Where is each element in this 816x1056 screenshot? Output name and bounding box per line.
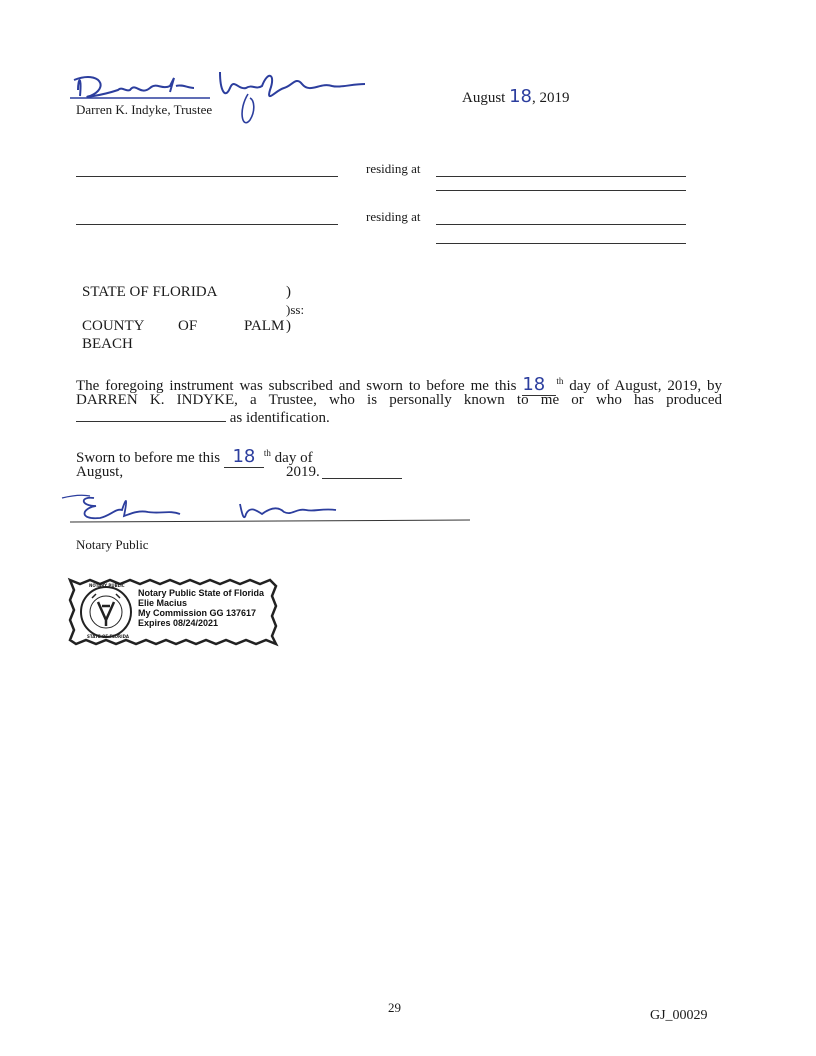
trustee-signature — [70, 60, 370, 135]
sworn-day-handwritten: 18 — [232, 446, 256, 467]
address-line-2a — [436, 224, 686, 225]
sworn-line-1: Sworn to before me this 18 $^{th}$ day of — [76, 446, 313, 467]
signer-name: Darren K. Indyke, Trustee — [76, 102, 213, 117]
seal-line-4: Expires 08/24/2021 — [138, 618, 219, 628]
venue-paren-1: ) — [286, 284, 291, 300]
address-line-2b — [436, 243, 686, 244]
notary-public-label: Notary Public — [76, 537, 149, 552]
page-number: 29 — [388, 1000, 401, 1015]
date-day-handwritten: 18 — [509, 86, 532, 107]
notary-seal — [66, 576, 280, 648]
signature-line-2 — [76, 224, 338, 225]
address-line-1b — [436, 190, 686, 191]
address-line-1a — [436, 176, 686, 177]
venue-palm: PALM — [244, 318, 285, 334]
residing-at-label-1: residing at — [366, 161, 421, 176]
notary-signature — [60, 484, 480, 528]
seal-line-2: Elie Macius — [138, 598, 188, 608]
doc-id: GJ_00029 — [650, 1008, 708, 1023]
seal-ring-top-text: NOTARY PUBLIC — [89, 583, 125, 588]
venue-county: COUNTY — [82, 318, 145, 334]
seal-line-1: Notary Public State of Florida — [138, 588, 265, 598]
ack-line-2: DARREN K. INDYKE, a Trustee, who is personally known to me or who has produced — [76, 392, 722, 408]
ack-day-handwritten: 18 — [522, 374, 546, 395]
sworn-year: 2019. — [286, 464, 320, 480]
ack-line-1: The foregoing instrument was subscribed and sworn to before me this 18 $^{th}$ day of August, 2019, by — [76, 374, 722, 395]
ack-line-3: as identification. — [76, 410, 330, 427]
venue-ss: )ss: — [286, 302, 305, 317]
seal-line-3: My Commission GG 137617 — [138, 608, 257, 618]
seal-ring-bottom-text: STATE OF FLORIDA — [87, 634, 129, 639]
venue-state: STATE OF FLORIDA — [82, 284, 218, 300]
seal-ring — [66, 576, 146, 648]
residing-at-label-2: residing at — [366, 209, 421, 224]
sworn-month: August, — [76, 464, 124, 480]
sworn-year-line — [322, 478, 402, 479]
seal-text — [138, 588, 264, 628]
venue-of: OF — [178, 318, 198, 334]
signature-date: August 18, 2019 — [462, 86, 570, 107]
venue-beach: BEACH — [82, 336, 133, 352]
signature-scribble-icon — [70, 60, 370, 135]
venue-paren-3: ) — [286, 318, 291, 334]
signature-line-1 — [76, 176, 338, 177]
notary-signature-scribble-icon — [60, 484, 480, 528]
